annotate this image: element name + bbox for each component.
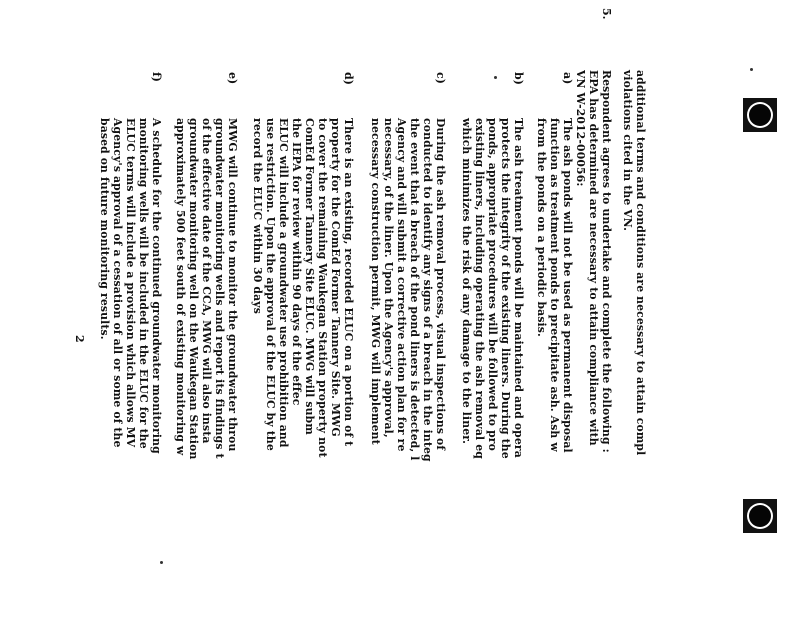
binder-hole-bottom (743, 499, 777, 533)
intro-line: additional terms and conditions are necessary to attain compl (634, 70, 647, 456)
item-5-number: 5. (600, 8, 613, 20)
page-number: 2 (73, 335, 86, 343)
subitem-b-line: existing liners, including operating the ash removal eq (473, 118, 486, 459)
subitem-b-line: which minimizes the risk of any damage to the liner. (460, 118, 473, 445)
subitem-d-line: the IEPA for review within 90 days of the effec (290, 118, 303, 406)
subitem-d-line: property for the ComEd Former Tannery Site. MWG (329, 118, 342, 437)
subitem-a-line: The ash ponds will not be used as permanent disposal (561, 118, 574, 453)
subitem-d-line: ELUC will include a groundwater use prohibition and (277, 118, 290, 448)
subitem-e-line: groundwater monitoring well on the Waukegan Station (187, 118, 200, 460)
subitem-e-line: MWG will continue to monitor the groundwater throu (226, 118, 239, 452)
subitem-d-line: ComEd Former Tannery Site ELUC. MWG will subm (303, 118, 316, 435)
subitem-b-label: b) (512, 72, 525, 85)
scan-speck (160, 561, 163, 564)
subitem-e-line: approximately 500 feet south of existing monitoring w (174, 118, 187, 456)
subitem-f-line: ELUC terms will include a provision which allows MV (124, 118, 137, 448)
subitem-f-line: monitoring wells will be included in the ELUC for the (137, 118, 150, 449)
item-5-line: VN W-2012-00056: (574, 70, 587, 187)
subitem-f-label: f) (150, 72, 163, 82)
intro-line: violations cited in the VN. (621, 70, 634, 232)
subitem-d-line: use restriction. Upon the approval of the ELUC by the (264, 118, 277, 451)
subitem-b-line: protects the integrity of the existing liners. During the (499, 118, 512, 459)
subitem-a-label: a) (561, 72, 574, 85)
subitem-b-line: The ash treatment ponds will be maintained and opera (512, 118, 525, 458)
subitem-c-line: conducted to identify any signs of a breach in the integ (421, 118, 434, 462)
subitem-f-line: based on future monitoring results. (98, 118, 111, 340)
subitem-c-label: c) (434, 72, 447, 84)
subitem-a-line: from the ponds on a periodic basis. (535, 118, 548, 337)
scan-speck (750, 68, 753, 71)
subitem-c-line: Agency and will submit a corrective action plan for re (395, 118, 408, 452)
subitem-c-line: During the ash removal process, visual inspections of (434, 118, 447, 451)
subitem-e-label: e) (226, 72, 239, 85)
scan-speck (494, 76, 497, 79)
subitem-f-line: A schedule for the continued groundwater monitoring (150, 118, 163, 454)
binder-hole-top (743, 98, 777, 132)
subitem-e-line: groundwater monitoring wells and report its findings t (213, 118, 226, 459)
subitem-d-label: d) (342, 72, 355, 85)
subitem-f-line: Agency's approval of a cessation of all or some of the (111, 118, 124, 448)
subitem-d-line: to cover the remaining Waukegan Station property not (316, 118, 329, 458)
item-5-line: EPA has determined are necessary to attain compliance with (587, 70, 600, 446)
subitem-d-line: There is an existing, recorded ELUC on a portion of t (342, 118, 355, 447)
subitem-a-line: function as treatment ponds to precipitate ash. Ash w (548, 118, 561, 452)
subitem-d-line: record the ELUC within 30 days (251, 118, 264, 314)
subitem-c-line: necessary, of the liner. Upon the Agency's approval, (382, 118, 395, 438)
subitem-c-line: the event that a breach of the pond liners is detected, l (408, 118, 421, 461)
subitem-e-line: of the effective date of the CCA, MWG will also insta (200, 118, 213, 444)
subitem-b-line: ponds, appropriate procedures will be followed to pro (486, 118, 499, 451)
item-5-line: Respondent agrees to undertake and complete the following : (600, 70, 613, 453)
subitem-c-line: necessary construction permit, MWG will implement (369, 118, 382, 445)
